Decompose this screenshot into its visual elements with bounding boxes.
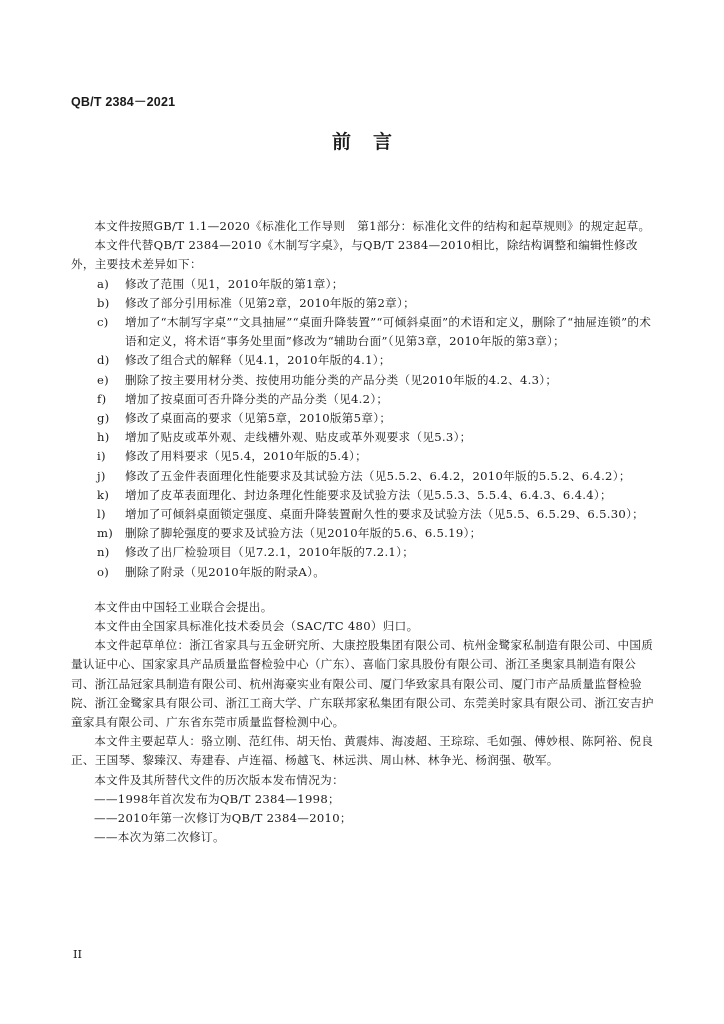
list-item [71,467,659,486]
drafting-units-paragraph: 本文件起草单位：浙江省家具与五金研究所、大康控股集团有限公司、杭州金鹭家私制造有限公司、中国质量认证中心、国家家具产品质量监督检验中心（广东）、喜临门家具股份有限公司、浙江圣奥家具制造有限公司、浙江品冠家具制造有限公司、杭州海豪实业有限公司、厦门华致家具有限公司、厦门市产品质量监督检验院、浙江金鹭家具有限公司、浙江工商大学、广东联邦家私集团有限公司、东莞美时家具有限公司、浙江安吉护童家具有限公司、广东省东莞市质量监督检测中心。 [71,638,654,730]
intro-paragraph: 本文件按照GB/T 1.1—2020《标准化工作导则 第1部分：标准化文件的结构和起草规则》的规定起草。 [94,219,651,233]
list-item-text: 增加了“木制写字桌”“文具抽屉”“桌面升降装置”“可倾斜桌面”的术语和定义，删除了“抽屉连锁”的术语和定义，将术语“事务处里面”修改为“辅助台面”（见第3章，2010年版的第3章）； [125,315,652,349]
list-item-text: 增加了皮革表面理化、封边条理化性能要求及试验方法（见5.5.3、5.5.4、6.4.3、6.4.4）； [125,487,612,502]
changes-list [71,275,659,582]
proposer-paragraph: 本文件由中国轻工业联合会提出。 [94,599,273,614]
list-item-text: 增加了贴皮或革外观、走线槽外观、贴皮或革外观要求（见5.3）； [125,430,472,445]
list-item [71,275,659,294]
list-item-label: g) [97,411,110,426]
list-item [71,447,659,466]
list-item [71,428,659,447]
page-number: II [73,947,83,961]
intro-paragraph: 本文件代替QB/T 2384—2010《木制写字桌》，与QB/T 2384—2010相比，除结构调整和编辑性修改外，主要技术差异如下： [71,238,638,272]
list-item-label: l) [97,507,106,522]
committee-paragraph: 本文件由全国家具标准化技术委员会（SAC/TC 480）归口。 [94,619,419,634]
list-item [71,486,659,505]
list-item-label: d) [97,353,110,368]
list-item-text: 增加了按桌面可否升降分类的产品分类（见4.2）； [125,391,389,406]
foreword-body [71,217,659,848]
list-item-text: 修改了五金件表面理化性能要求及其试验方法（见5.5.2、6.4.2，2010年版的5.5.2、6.4.2）； [125,468,631,483]
list-item-label: a) [97,276,110,291]
list-item-label: f) [97,391,107,406]
list-item [71,524,659,543]
standard-code: QB/T 2384－2021 [71,95,176,109]
list-item-text: 修改了组合式的解释（见4.1，2010年版的4.1）； [125,353,391,368]
list-item [71,543,659,562]
list-item-label: m) [97,526,114,541]
list-item-label: n) [97,545,110,560]
list-item-label: b) [97,295,110,310]
list-item-label: e) [97,372,109,387]
list-item [71,294,659,313]
list-item-label: o) [97,564,110,579]
page-title: 前言 [331,131,414,153]
list-item [71,371,659,390]
list-item-label: c) [97,315,109,330]
list-item [71,505,659,524]
history-item: ——本次为第二次修订。 [94,830,225,845]
list-item-text: 删除了脚轮强度的要求及试验方法（见2010年版的5.6、6.5.19）； [125,526,482,541]
list-item [71,409,659,428]
list-item [71,351,659,370]
list-item-text: 修改了范围（见1，2010年版的第1章）； [125,276,344,291]
list-item-text: 修改了部分引用标准（见第2章，2010年版的第2章）； [125,295,416,310]
list-item-text: 删除了附录（见2010年版的附录A）。 [125,564,326,579]
list-item-label: j) [97,468,106,483]
list-item-label: h) [97,430,110,445]
list-item-text: 删除了按主要用材分类、按使用功能分类的产品分类（见2010年版的4.2、4.3）； [125,372,558,387]
list-item-label: i) [97,449,106,464]
list-item-text: 增加了可倾斜桌面锁定强度、桌面升降装置耐久性的要求及试验方法（见5.5、6.5.29、6.5.30）； [125,507,645,522]
history-item: ——1998年首次发布为QB/T 2384—1998； [94,791,340,806]
list-item [71,390,659,409]
list-item [71,313,659,351]
list-item-text: 修改了用料要求（见5.4，2010年版的5.4）； [125,449,367,464]
section-gap [71,582,659,598]
list-item-label: k) [97,487,110,502]
list-item [71,563,659,582]
list-item-text: 修改了桌面高的要求（见第5章，2010版第5章）； [125,411,392,426]
list-item-text: 修改了出厂检验项目（见7.2.1，2010年版的7.2.1）； [125,545,415,560]
history-item: ——2010年第一次修订为QB/T 2384—2010； [94,811,352,826]
drafters-paragraph: 本文件主要起草人：骆立刚、范红伟、胡天怡、黄震炜、海凌超、王琮琮、毛如强、傅妙根、陈阿裕、倪良正、王国琴、黎臻汉、寿建春、卢连福、杨越飞、林远洪、周山林、林争光、杨润强、敬军。 [71,734,654,768]
history-intro-paragraph: 本文件及其所替代文件的历次版本发布情况为： [94,772,344,787]
